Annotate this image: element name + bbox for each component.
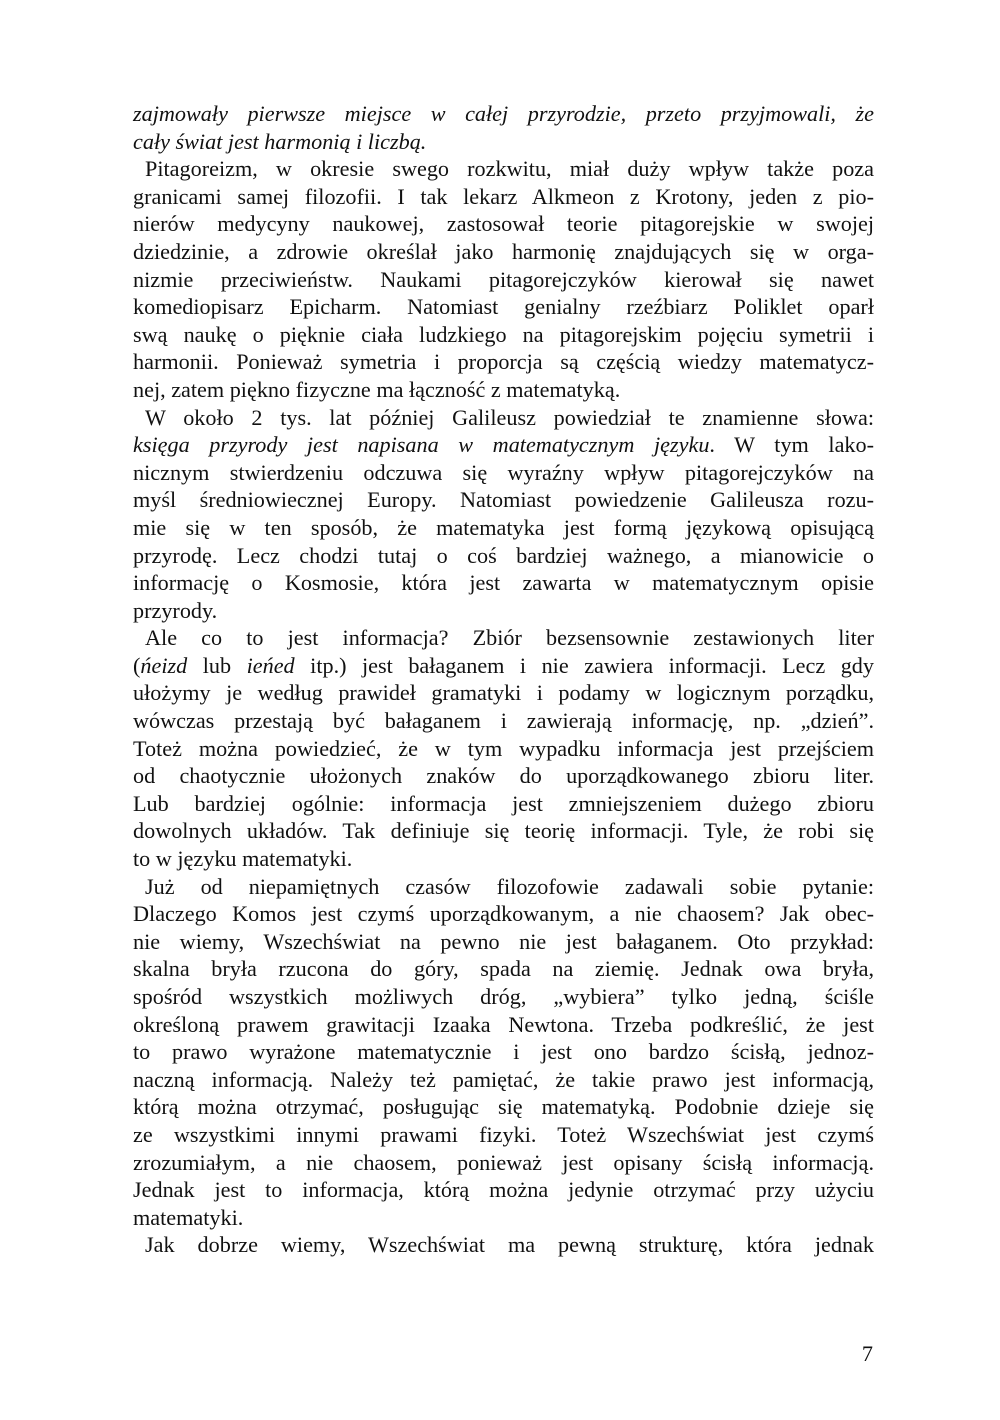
text-run: to w języku matematyki. — [133, 846, 353, 872]
text-line — [133, 983, 874, 1011]
text-line — [133, 1093, 874, 1121]
text-run: W około 2 tys. lat później Galileusz powiedział te znamienne słowa: — [145, 404, 874, 430]
text-line — [133, 735, 874, 763]
text-line — [133, 624, 874, 652]
italic-text: ńeizd — [140, 652, 188, 678]
text-run: Ale co to jest informacja? Zbiór bezsensownie zestawionych liter — [145, 625, 874, 651]
text-run: myśl średniowiecznej Europy. Natomiast powiedzenie Galileusza rozu- — [133, 487, 874, 513]
text-line — [133, 1038, 874, 1066]
page-body — [133, 100, 874, 1259]
text-run: Już od niepamiętnych czasów filozofowie zadawali sobie pytanie: — [145, 873, 874, 899]
text-line — [133, 707, 874, 735]
text-line — [133, 514, 874, 542]
text-run: Jednak jest to informacja, którą można jedynie otrzymać przy użyciu — [133, 1177, 874, 1203]
text-line — [133, 597, 874, 625]
text-run: zrozumiałym, a nie chaosem, ponieważ jest opisany ścisłą informacją. — [133, 1149, 874, 1175]
text-run: dziedzinie, a zdrowie określał jako harmonię znajdujących się w orga- — [133, 238, 874, 264]
paragraph — [133, 100, 874, 155]
text-run: dowolnych układów. Tak definiuje się teorię informacji. Tyle, że robi się — [133, 818, 874, 844]
text-line — [133, 542, 874, 570]
text-line — [133, 155, 874, 183]
text-line — [133, 1121, 874, 1149]
text-run: naczną informacją. Należy też pamiętać, że takie prawo jest informacją, — [133, 1066, 874, 1092]
text-line — [133, 817, 874, 845]
text-line — [133, 900, 874, 928]
text-run: Dlaczego Komos jest czymś uporządkowanym, a nie chaosem? Jak obec- — [133, 901, 874, 927]
text-line — [133, 790, 874, 818]
text-run: swą naukę o pięknie ciała ludzkiego na pitagorejskim pojęciu symetrii i — [133, 321, 874, 347]
text-run: Pitagoreizm, w okresie swego rozkwitu, miał duży wpływ także poza — [145, 156, 874, 182]
text-run: Toteż można powiedzieć, że w tym wypadku informacja jest przejściem — [133, 735, 874, 761]
text-run: od chaotycznie ułożonych znaków do uporządkowanego zbioru liter. — [133, 763, 874, 789]
text-line — [133, 928, 874, 956]
text-run: lub — [187, 652, 247, 678]
text-line — [133, 1231, 874, 1259]
paragraph — [133, 404, 874, 625]
text-line — [133, 321, 874, 349]
text-run: komediopisarz Epicharm. Natomiast genialny rzeźbiarz Poliklet oparł — [133, 294, 874, 320]
text-line — [133, 569, 874, 597]
italic-text: zajmowały pierwsze miejsce w całej przyrodzie, przeto przyjmowali, że — [133, 101, 874, 126]
text-line — [133, 459, 874, 487]
text-line — [133, 293, 874, 321]
text-line — [133, 266, 874, 294]
text-run: wówczas przestają być bałaganem i zawierają informację, np. „dzień”. — [133, 708, 874, 734]
page-number: 7 — [861, 1341, 873, 1366]
text-run: skalna bryła rzucona do góry, spada na ziemię. Jednak owa bryła, — [133, 956, 874, 982]
paragraph — [133, 624, 874, 872]
text-run: nizmie przeciwieństw. Naukami pitagorejczyków kierował się nawet — [133, 266, 874, 292]
text-line — [133, 1204, 874, 1232]
text-line — [133, 210, 874, 238]
text-line — [133, 348, 874, 376]
text-run: Jak dobrze wiemy, Wszechświat ma pewną strukturę, która jednak — [145, 1232, 874, 1258]
text-run: itp.) jest bałaganem i nie zawiera informacji. Lecz gdy — [294, 652, 874, 678]
paragraph — [133, 873, 874, 1232]
text-run: nicznym stwierdzeniu odczuwa się wyraźny wpływ pitagorejczyków na — [133, 459, 874, 485]
text-line — [133, 183, 874, 211]
text-run: granicami samej filozofii. I tak lekarz Alkmeon z Krotony, jeden z pio- — [133, 183, 874, 209]
text-run: to prawo wyrażone matematycznie i jest ono bardzo ścisłą, jednoz- — [133, 1039, 874, 1065]
text-run: przyrody. — [133, 597, 218, 623]
text-line — [133, 762, 874, 790]
text-line — [133, 873, 874, 901]
text-line — [133, 652, 874, 680]
text-run: ułożymy je według prawideł gramatyki i podamy w logicznym porządku, — [133, 680, 874, 706]
text-run: przyrodę. Lecz chodzi tutaj o coś bardziej ważnego, a mianowicie o — [133, 542, 874, 568]
paragraph — [133, 155, 874, 403]
text-run: którą można otrzymać, posługując się matematyką. Podobnie dzieje się — [133, 1094, 874, 1120]
italic-text: ieńed — [246, 652, 295, 678]
text-run: ze wszystkimi innymi prawami fizyki. Toteż Wszechświat jest czymś — [133, 1121, 874, 1147]
text-line — [133, 679, 874, 707]
text-line — [133, 100, 874, 128]
text-line — [133, 1011, 874, 1039]
text-line — [133, 1149, 874, 1177]
text-run: Lub bardziej ogólnie: informacja jest zmniejszeniem dużego zbioru — [133, 790, 874, 816]
paragraph — [133, 1231, 874, 1259]
text-run: określoną prawem grawitacji Izaaka Newtona. Trzeba podkreślić, że jest — [133, 1011, 874, 1037]
text-line — [133, 431, 874, 459]
text-run: nierów medycyny naukowej, zastosował teorie pitagorejskie w swojej — [133, 211, 874, 237]
text-run: . W tym lako- — [709, 432, 874, 458]
text-line — [133, 376, 874, 404]
text-run: nie wiemy, Wszechświat na pewno nie jest bałaganem. Oto przykład: — [133, 928, 874, 954]
text-line — [133, 955, 874, 983]
text-run: nej, zatem piękno fizyczne ma łączność z matematyką. — [133, 376, 621, 402]
text-run: spośród wszystkich możliwych dróg, „wybiera” tylko jedną, ściśle — [133, 984, 874, 1009]
italic-text: cały świat jest harmonią i liczbą. — [133, 128, 427, 154]
text-line — [133, 486, 874, 514]
text-run: matematyki. — [133, 1204, 244, 1230]
text-line — [133, 1066, 874, 1094]
text-run: informację o Kosmosie, która jest zawarta w matematycznym opisie — [133, 570, 874, 596]
text-run: ( — [133, 652, 141, 678]
text-line — [133, 1176, 874, 1204]
italic-text: księga przyrody jest napisana w matematycznym języku — [133, 432, 710, 458]
text-run: mie się w ten sposób, że matematyka jest formą językową opisującą — [133, 514, 874, 540]
text-line — [133, 845, 874, 873]
text-line — [133, 404, 874, 432]
text-line — [133, 238, 874, 266]
text-run: harmonii. Ponieważ symetria i proporcja są częścią wiedzy matematycz- — [133, 349, 874, 375]
text-line — [133, 128, 874, 156]
